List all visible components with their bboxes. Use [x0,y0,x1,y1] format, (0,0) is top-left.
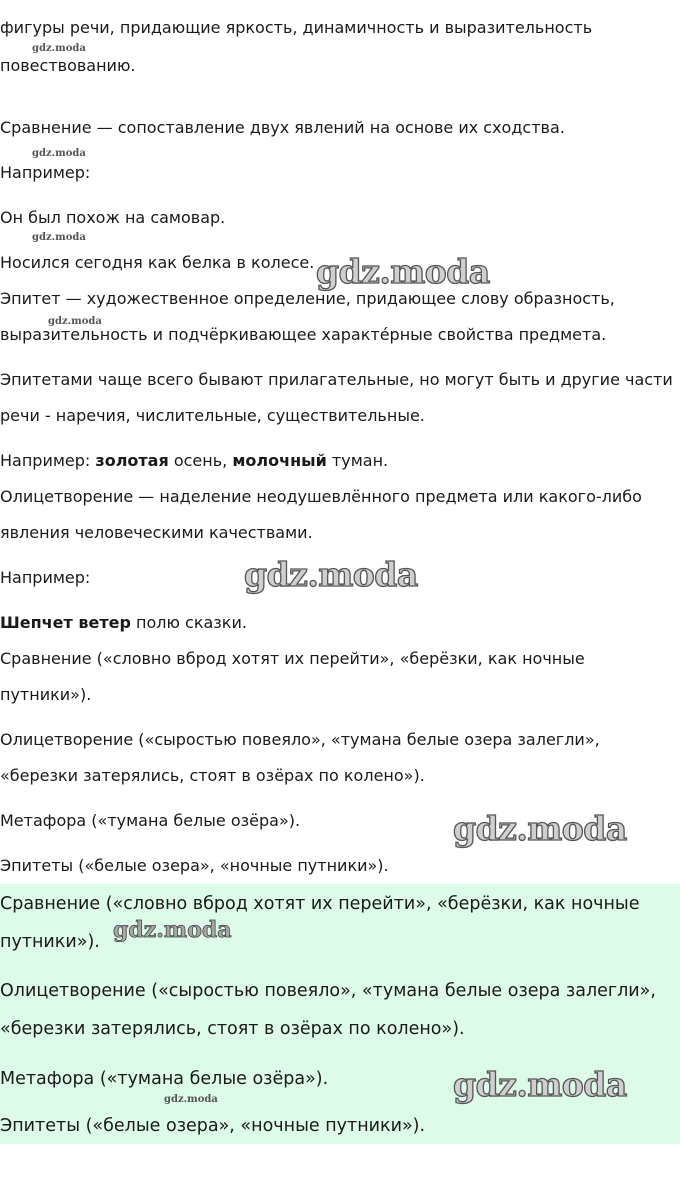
text-segment: осень, [168,451,233,470]
highlighted-answer-block [0,884,680,1144]
bold-word: молочный [232,451,327,470]
watermark: gdz.moda [32,148,86,159]
watermark: gdz.moda [48,316,102,327]
text-line: Эпитет — художественное определение, придающее слову образность, [0,289,615,308]
watermark-medium: gdz.moda [113,917,232,943]
text-line: Сравнение — сопоставление двух явлений на основе их сходства. [0,118,565,137]
text-line: Олицетворение («сыростью повеяло», «тумана белые озера залегли», [0,730,600,749]
watermark: gdz.moda [164,1094,218,1105]
text-line: речи - наречия, числительные, существительные. [0,406,425,425]
text-line: Например: [0,163,91,182]
text-segment: туман. [326,451,389,470]
watermark: gdz.moda [32,43,86,54]
text-line: Например: [0,568,91,587]
text-line: Эпитеты («белые озера», «ночные путники»). [0,856,389,875]
text-line: фигуры речи, придающие яркость, динамичность и выразительность [0,18,593,37]
bold-word: золотая [95,451,169,470]
text-line: повествованию. [0,56,136,75]
highlight-line: «березки затерялись, стоят в озёрах по колено»). [0,1019,465,1039]
highlight-line: путники»). [0,932,100,952]
text-line: Олицетворение — наделение неодушевлённого предмета или какого-либо [0,487,642,506]
highlight-line: Сравнение («словно вброд хотят их перейти», «берёзки, как ночные [0,894,640,914]
highlight-line: Метафора («тумана белые озёра»). [0,1069,329,1089]
text-line [0,451,388,471]
text-line: Метафора («тумана белые озёра»). [0,811,301,830]
text-line: явления человеческими качествами. [0,523,313,542]
watermark-large: gdz.moda [244,555,418,594]
highlight-line: Эпитеты («белые озера», «ночные путники»). [0,1116,426,1136]
text-segment: полю сказки. [130,613,247,632]
text-line: Сравнение («словно вброд хотят их перейти», «берёзки, как ночные [0,649,585,668]
text-line: Носился сегодня как белка в колесе. [0,253,315,272]
text-line: Эпитетами чаще всего бывают прилагательные, но могут быть и другие части [0,370,673,389]
watermark-large: gdz.moda [316,252,490,291]
text-line [0,613,247,633]
highlight-line: Олицетворение («сыростью повеяло», «тумана белые озера залегли», [0,981,656,1001]
watermark-large: gdz.moda [453,1065,627,1104]
bold-phrase: Шепчет ветер [0,613,131,632]
text-line: выразительность и подчёркивающее характе́рные свойства предмета. [0,325,607,344]
text-line: «березки затерялись, стоят в озёрах по колено»). [0,766,425,785]
text-line: Он был похож на самовар. [0,208,226,227]
watermark-large: gdz.moda [453,809,627,848]
text-segment: Например: [0,451,96,470]
text-line: путники»). [0,685,92,704]
watermark: gdz.moda [32,232,86,243]
